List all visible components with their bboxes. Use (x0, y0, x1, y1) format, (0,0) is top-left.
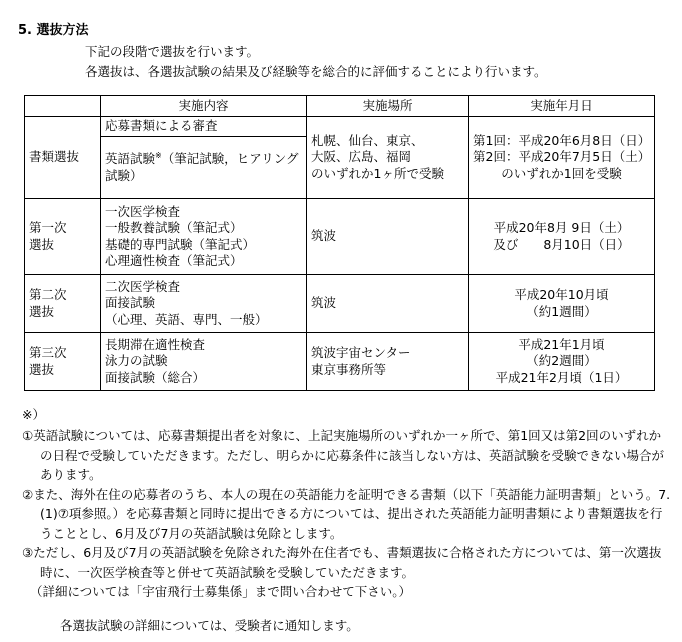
note-item: ③ただし、6月及び7月の英語試験を免除された海外在住者でも、書類選抜に合格された方については、第一次選抜時に、一次医学検査等と併せて英語試験を受験していただきます。 (22, 545, 662, 580)
date-line: 第1回：平成20年6月8日（日） (473, 132, 651, 148)
place-line: 筑波 (311, 295, 337, 311)
place-line: 札幌、仙台、東京、 (311, 132, 424, 148)
selection-table (24, 95, 655, 391)
content-cell (101, 117, 307, 137)
stage-label: 選抜 (29, 303, 55, 319)
note-reference-mark: ※ (155, 150, 162, 160)
place-cell (307, 333, 469, 391)
date-line: のいずれか1回を受験 (501, 165, 622, 181)
section-heading: 5. 選抜方法 (18, 23, 89, 38)
place-cell (307, 199, 469, 275)
content-cell (101, 275, 307, 333)
note-item: ②また、海外在住の応募者のうち、本人の現在の英語能力を証明できる書類（以下「英語能力証明書類」という。7.(1)⑦項参照。）を応募書類と同時に提出できる方については、提出された英語能力証明書類により書類選抜を行うこととし、6月及び7月の英語試験は免除とします。 (22, 486, 671, 541)
content-cell (101, 199, 307, 275)
stage-cell (25, 199, 101, 275)
contact-note: （詳細については「宇宙飛行士募集係」まで問い合わせて下さい。） (30, 584, 412, 599)
stage-label: 書類選抜 (29, 149, 80, 165)
content-line: 面接試験 (105, 295, 156, 311)
content-line: 一般教養試験（筆記式） (105, 220, 243, 235)
header-cell-date: 実施年月日 (469, 96, 655, 117)
notes-section (22, 405, 672, 602)
stage-cell (25, 333, 101, 391)
content-line: （筆記試験，ヒアリング試験） (105, 151, 299, 183)
note-item: ①英語試験については、応募書類提出者を対象に、上記実施場所のいずれか一ヶ所で、第1回又は第2回のいずれかの日程で受験していただきます。ただし、明らかに応募条件に該当しない方は、英語試験を受験できない場合があります。 (22, 428, 665, 482)
content-line: 泳力の試験 (105, 353, 168, 369)
place-cell (307, 117, 469, 199)
header-cell-stage (25, 96, 101, 117)
content-line: 一次医学検査 (105, 203, 181, 219)
table-row (25, 333, 655, 391)
table-row (25, 275, 655, 333)
date-cell (469, 117, 655, 199)
content-line: 二次医学検査 (105, 278, 181, 294)
stage-cell (25, 117, 101, 199)
place-line: のいずれか1ヶ所で受験 (311, 165, 444, 181)
stage-label: 第一次 (29, 220, 67, 235)
place-line: 筑波宇宙センター (311, 345, 411, 360)
content-line: 英語試験 (105, 151, 156, 166)
header-cell-content: 実施内容 (101, 96, 307, 117)
stage-label: 第三次 (29, 345, 67, 360)
table-row (25, 117, 655, 137)
content-line: 面接試験（総合） (105, 369, 206, 385)
date-line: 平成21年1月頃 (518, 336, 605, 352)
date-line: 平成20年8月 9日（土） (493, 220, 630, 235)
content-line: 基礎的専門試験（筆記式） (105, 236, 256, 252)
date-line: 及び 8月10日（日） (493, 236, 630, 252)
footer-note: 各選抜試験の詳細については、受験者に通知します。 (60, 618, 359, 633)
content-cell (101, 137, 307, 199)
date-cell (469, 333, 655, 391)
content-line: 心理適性検査（筆記式） (105, 253, 243, 268)
date-line: 第2回：平成20年7月5日（土） (473, 149, 651, 165)
date-cell (469, 275, 655, 333)
content-line: 長期滞在適性検査 (105, 336, 206, 352)
content-line: 応募書類による審査 (105, 118, 218, 134)
table-header-row (25, 96, 655, 117)
place-line: 大阪、広島、福岡 (311, 149, 412, 165)
table-row (25, 199, 655, 275)
intro-line-2: 各選抜は、各選抜試験の結果及び経験等を総合的に評価することにより行います。 (85, 64, 547, 79)
place-line: 筑波 (311, 228, 337, 244)
date-cell (469, 199, 655, 275)
place-cell (307, 275, 469, 333)
notes-mark: ※） (22, 407, 45, 422)
date-line: （約2週間） (526, 353, 597, 369)
stage-label: 第二次 (29, 287, 67, 302)
content-cell (101, 333, 307, 391)
date-line: 平成20年10月頃 (514, 287, 609, 302)
stage-label: 選抜 (29, 361, 55, 377)
header-cell-place: 実施場所 (307, 96, 469, 117)
date-line: 平成21年2月頃（1日） (495, 369, 628, 385)
stage-cell (25, 275, 101, 333)
content-line: （心理、英語、専門、一般） (105, 311, 268, 327)
intro-line-1: 下記の段階で選抜を行います。 (85, 44, 260, 59)
place-line: 東京事務所等 (311, 361, 387, 377)
stage-label: 選抜 (29, 236, 55, 252)
date-line: （約1週間） (526, 303, 597, 319)
